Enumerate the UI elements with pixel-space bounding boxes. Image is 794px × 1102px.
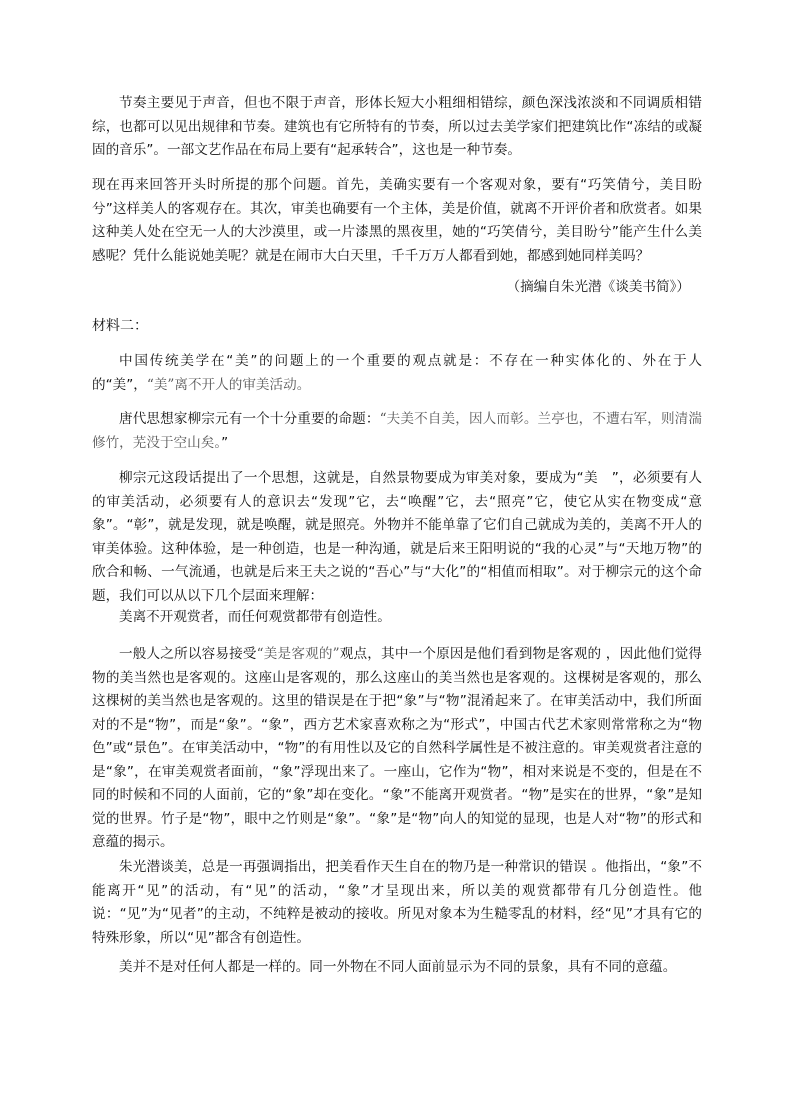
paragraph-traditional-aesthetics [92, 350, 702, 397]
paragraph-object-vs-image [92, 643, 702, 855]
paragraph-rhythm: 节奏主要见于声音，但也不限于声音，形体长短大小粗细相错综，颜色深浅浓淡和不同调质相错综，也都可以见出规律和节奏。建筑也有它所特有的节奏，所以过去美学家们把建筑比作“冻结的或凝固的音乐”。一部文艺作品在布局上要有“起承转合”，这也是一种节奏。 [92, 95, 702, 158]
paragraph-viewer-creativity: 美离不开观赏者，而任何观赏都带有创造性。 [119, 609, 391, 625]
object-image-lead: 一般人之所以容易接受 [119, 646, 257, 662]
paragraph-traditional-aesthetics-line1: 中国传统美学在“美”的问题上的一个重要的观点就是：不存在一种实体化的、外在于人的“美”， [92, 353, 702, 393]
paragraph-beauty-differs: 美并不是对任何人都是一样的。同一外物在不同人面前显示为不同的景象，具有不同的意蕴。 [119, 959, 677, 975]
paragraph-question: 现在再来回答开头时所提的那个问题。首先，美确实要有一个客观对象，要有“巧笑倩兮，美目盼兮”这样美人的客观存在。其次，审美也确要有一个主体，美是价值，就离不开评价者和欣赏者。如果 这种美人处在空无一人的大沙漠里，或一片漆黑的黑夜里，她的“巧笑倩兮，美目盼兮”能产生什么美感呢？凭什么能说她美呢？就是在闹市大白天里，千千万万人都看到她，都感到她同样美吗？ [92, 177, 702, 264]
paragraph-liu-interpretation: 柳宗元这段话提出了一个思想，这就是，自然景物要成为审美对象，要成为“美 ”，必须要有人的审美活动，必须要有人的意识去“发现”它，去“唤醒”它，去“照亮”它，使它从实在物变成“意象”。“彰”，就是发现，就是唤醒，就是照亮。外物并不能单靠了它们自己就成为美的，美离不开人的审美体验。这种体验，是一种创造，也是一种沟通，就是后来王阳明说的“我的心灵”与“天地万物”的欣合和畅、一气流通，也就是后来王夫之说的“吾心”与“大化”的“相值而相取”。对于柳宗元的这个命题，我们可以从以下几个层面来理解： [92, 470, 702, 604]
object-image-body: 观点，其中一个原因是他们看到物是客观的 ，因此他们觉得物的美当然也是客观的。这座山是客观的，那么这座山的美当然也是客观的。这棵树是客观的，那么这棵树的美当然也是客观的。这里的错误是在于把“象”与“物”混淆起来了。在审美活动中，我们所面对的不是“物”，而是“象”。“象”，西方艺术家喜欢称之为“形式”，中国古代艺术家则常常称之为“物色”或“景色”。在审美活动中，“物”的有用性以及它的自然科学属性是不被注意的。审美观赏者注意的是“象”，在审美观赏者面前，“象”浮现出来了。一座山，它作为“物”，相对来说是不变的，但是在不同的时候和不同的人面前，它的“象”却在变化。“象”不能离开观赏者。“物”是实在的世界，“象”是知觉的世界。竹子是“物”，眼中之竹则是“象”。“象”是“物”向人的知觉的显现，也是人对“物”的形式和意蕴的揭示。 [92, 646, 702, 850]
paragraph-zhu-guangqian: 朱光潜谈美，总是一再强调指出，把美看作天生自在的物乃是一种常识的错误 。他指出，“象”不能离开“见”的活动，有“见”的活动，“象”才呈现出来，所以美的观赏都带有几分创造性。他说：“见”为“见者”的主动，不纯粹是被动的接收。所见对象本为生糙零乱的材料，经“见”才具有它的特殊形象，所以“见”都含有创造性。 [92, 859, 702, 946]
object-image-quote: “美是客观的” [256, 646, 340, 662]
proposition-intro: 唐代思想家柳宗元有一个十分重要的命题： [119, 411, 380, 427]
material-two-heading: 材料二： [92, 318, 148, 334]
proposition-quote: “夫美不自美，因人而彰。兰亭也，不遭右军，则清湍修竹，芜没于空山矣。 [92, 411, 702, 451]
proposition-close-quote: ” [221, 434, 229, 451]
source-citation-1: （摘编自朱光潜《谈美书简》） [506, 279, 690, 295]
paragraph-traditional-aesthetics-line2: “美”离不开人的审美活动。 [146, 376, 311, 393]
paragraph-liu-zongyuan-proposition [92, 408, 702, 455]
